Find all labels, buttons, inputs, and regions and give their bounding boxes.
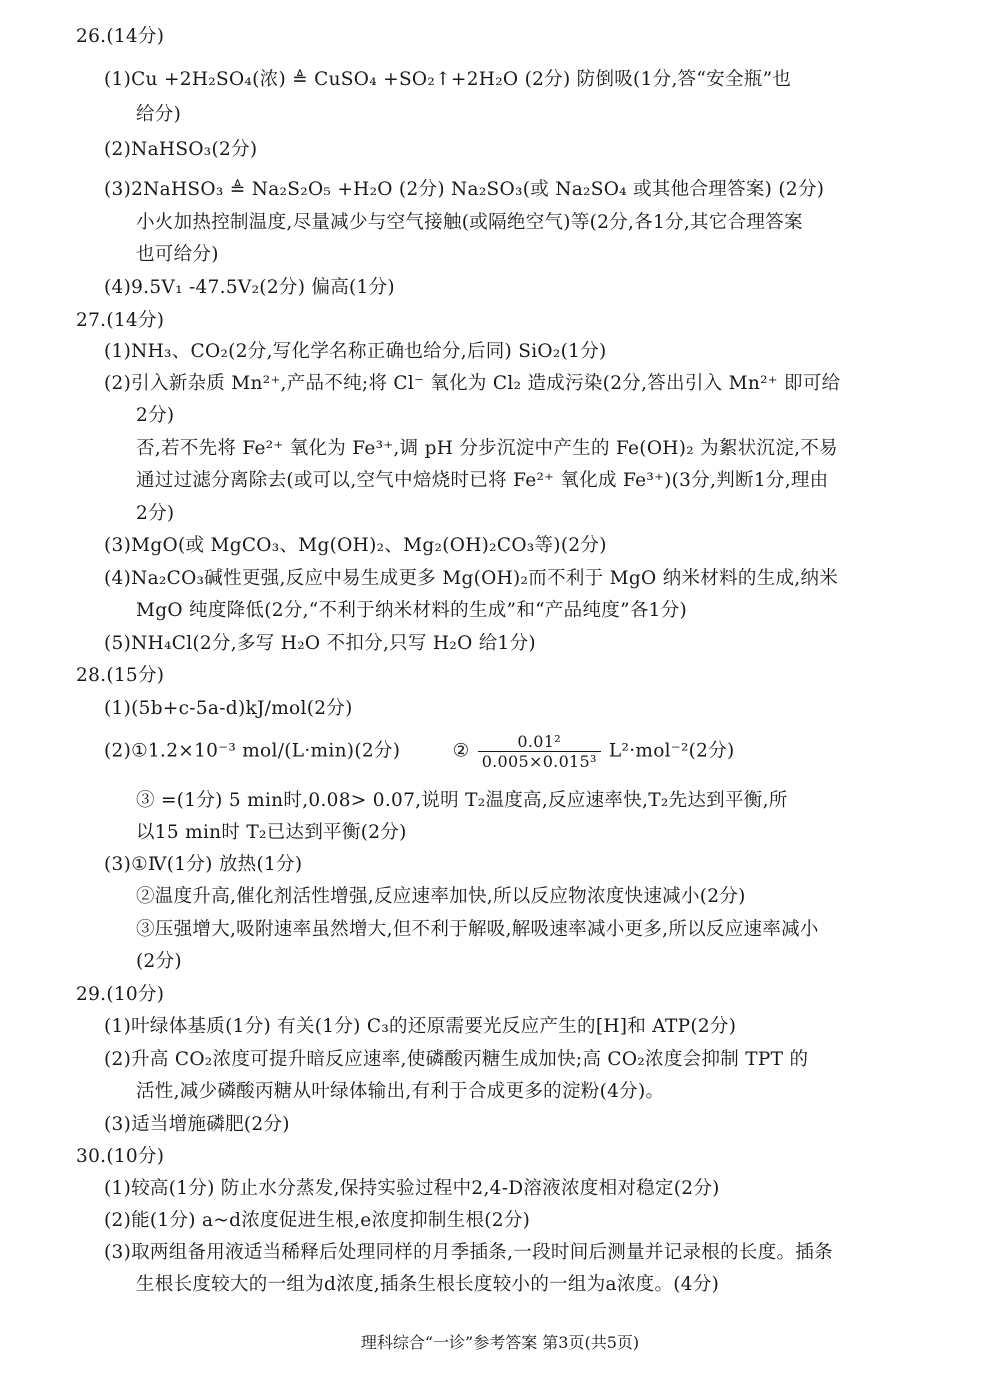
q28-part2-line [104,732,735,771]
answer-line: 2分) [136,405,175,426]
answer-line: 30.(10分) [76,1146,165,1167]
answer-line: 以15 min时 T₂已达到平衡(2分) [136,822,407,843]
answer-line: (5)NH₄Cl(2分,多写 H₂O 不扣分,只写 H₂O 给1分) [104,633,536,654]
answer-line: ③ =(1分) 5 min时,0.08> 0.07,说明 T₂温度高,反应速率快,T₂先达到平衡,所 [136,790,788,811]
answer-line: 活性,减少磷酸丙糖从叶绿体输出,有利于合成更多的淀粉(4分)。 [136,1081,665,1102]
answer-line: 26.(14分) [76,26,165,47]
answer-line: (1)(5b+c-5a-d)kJ/mol(2分) [104,698,353,719]
q28-2-rate: (2)①1.2×10⁻³ mol/(L·min)(2分) [104,740,401,762]
answer-line: (3)取两组备用液适当稀释后处理同样的月季插条,一段时间后测量并记录根的长度。插条 [104,1242,833,1263]
answer-line: (2)NaHSO₃(2分) [104,139,258,160]
answer-line: (4)Na₂CO₃碱性更强,反应中易生成更多 Mg(OH)₂而不利于 MgO 纳米材料的生成,纳米 [104,568,839,589]
answer-line: (4)9.5V₁ -47.5V₂(2分) 偏高(1分) [104,277,395,298]
answer-line: 否,若不先将 Fe²⁺ 氧化为 Fe³⁺,调 pH 分步沉淀中产生的 Fe(OH)₂ 为絮状沉淀,不易 [136,438,838,459]
q28-2-circle2: ② [452,740,470,762]
answer-line: 给分) [136,104,182,125]
q28-2-unit: L²·mol⁻²(2分) [608,740,735,762]
answer-line: MgO 纯度降低(2分,“不利于纳米材料的生成”和“产品纯度”各1分) [136,600,688,621]
answer-line: 通过过滤分离除去(或可以,空气中焙烧时已将 Fe²⁺ 氧化成 Fe³⁺)(3分,判断1分,理由 [136,470,829,491]
answer-line: 28.(15分) [76,665,165,686]
answer-line: 生根长度较大的一组为d浓度,插条生根长度较小的一组为a浓度。(4分) [136,1274,720,1295]
equilibrium-constant-fraction [478,732,601,771]
fraction-denominator: 0.005×0.015³ [481,752,597,771]
answer-line: (1)较高(1分) 防止水分蒸发,保持实验过程中2,4-D溶液浓度相对稳定(2分) [104,1178,720,1199]
answer-line: (2)升高 CO₂浓度可提升暗反应速率,使磷酸丙糖生成加快;高 CO₂浓度会抑制 TPT 的 [104,1049,809,1070]
answer-line: 29.(10分) [76,984,165,1005]
answer-line: 2分) [136,503,175,524]
answer-line: (2分) [136,951,182,972]
answer-line: (3)①Ⅳ(1分) 放热(1分) [104,854,303,875]
answer-line: (1)NH₃、CO₂(2分,写化学名称正确也给分,后同) SiO₂(1分) [104,341,607,362]
answer-line: 27.(14分) [76,310,165,331]
answer-line: (2)能(1分) a~d浓度促进生根,e浓度抑制生根(2分) [104,1210,531,1231]
answer-line: 也可给分) [136,244,219,265]
answer-line: (1)Cu +2H₂SO₄(浓) ≜ CuSO₄ +SO₂↑+2H₂O (2分) 防倒吸(1分,答“安全瓶”也 [104,69,792,90]
answer-line: (3)2NaHSO₃ ≜ Na₂S₂O₅ +H₂O (2分) Na₂SO₃(或 Na₂SO₄ 或其他合理答案) (2分) [104,179,825,200]
answer-line: (3)适当增施磷肥(2分) [104,1114,290,1135]
answer-line: (2)引入新杂质 Mn²⁺,产品不纯;将 Cl⁻ 氧化为 Cl₂ 造成污染(2分,答出引入 Mn²⁺ 即可给 [104,373,841,394]
answer-line: 小火加热控制温度,尽量减少与空气接触(或隔绝空气)等(2分,各1分,其它合理答案 [136,212,803,233]
answer-line: ③压强增大,吸附速率虽然增大,但不利于解吸,解吸速率减小更多,所以反应速率减小 [136,919,819,940]
fraction-numerator: 0.01² [478,732,601,752]
answer-line: (1)叶绿体基质(1分) 有关(1分) C₃的还原需要光反应产生的[H]和 ATP(2分) [104,1016,737,1037]
answer-line: ②温度升高,催化剂活性增强,反应速率加快,所以反应物浓度快速减小(2分) [136,886,746,907]
page-footer: 理科综合“一诊”参考答案 第3页(共5页) [360,1333,640,1352]
answer-line: (3)MgO(或 MgCO₃、Mg(OH)₂、Mg₂(OH)₂CO₃等)(2分) [104,535,607,556]
